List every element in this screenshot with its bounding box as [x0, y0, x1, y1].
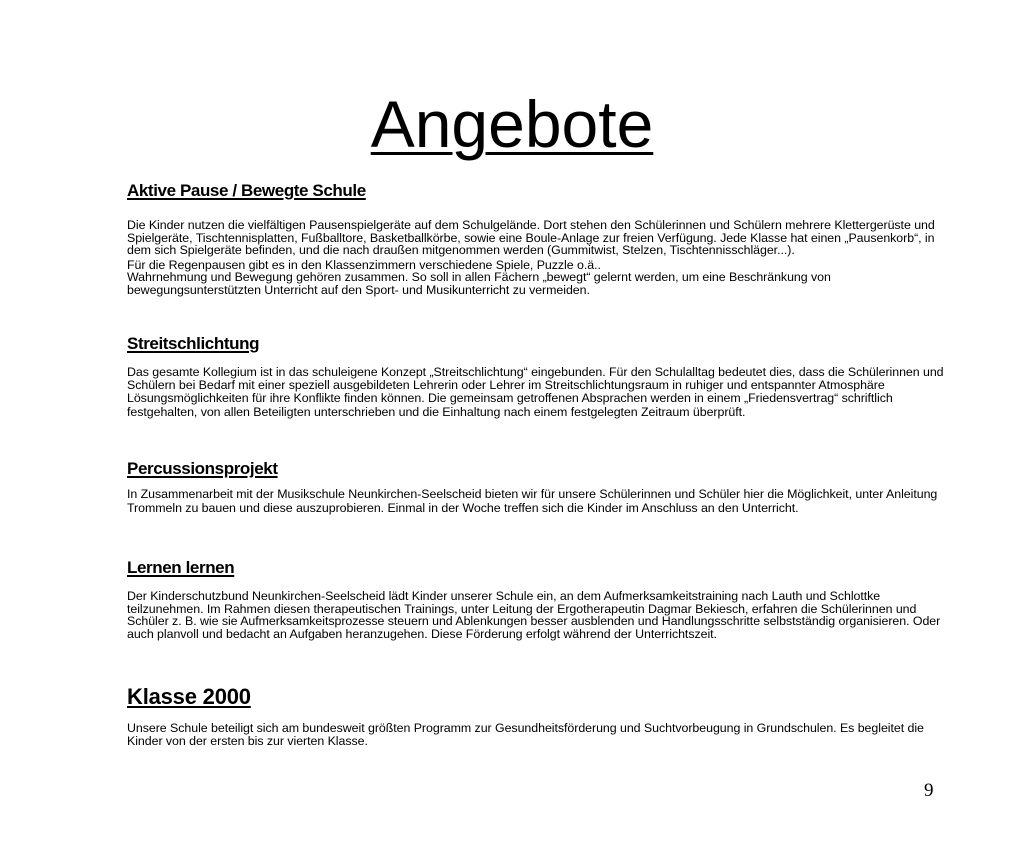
section-heading-klasse2000: Klasse 2000 [127, 684, 251, 709]
paragraph: Wahrnehmung und Bewegung gehören zusammen. So soll in allen Fächern „bewegt“ gelernt werden, um eine Beschränkung von bewegungsunterstützten Unterricht auf den Sport- und Musikunterricht zu vermeiden. [127, 270, 831, 297]
section-body-klasse2000 [127, 722, 947, 749]
paragraph: In Zusammenarbeit mit der Musikschule Neunkirchen-Seelscheid bieten wir für unsere Schülerinnen und Schüler hier die Möglichkeit, unter Anleitung Trommeln zu bauen und diese auszuprobieren. Einmal in der Woche treffen sich die Kinder im Anschluss an den Unterricht. [127, 487, 938, 515]
page-title: Angebote [370, 87, 654, 161]
paragraph: Der Kinderschutzbund Neunkirchen-Seelscheid lädt Kinder unserer Schule ein, an dem Aufmerksamkeitstraining nach Lauth und Schlottke teilzunehmen. Im Rahmen diesen therapeutischen Trainings, unter Leitung der Ergotherapeutin Dagmar Bekiesch, erfahren die Schülerinnen und Schüler z. B. wie sie Aufmerksamkeitsprozesse steuern und Ablenkungen besser ausblenden und Handlungsschritte selbstständig organisieren. Oder auch planvoll und bedacht an Aufgaben heranzugehen. Diese Förderung erfolgt während der Unterrichtszeit. [127, 589, 941, 641]
section-heading-lernen: Lernen lernen [127, 558, 235, 577]
section-body-lernen [127, 590, 947, 640]
paragraph: Das gesamte Kollegium ist in das schuleigene Konzept „Streitschlichtung“ eingebunden. Für den Schulalltag bedeutet dies, dass die Schülerinnen und Schülern bei Bedarf mit einer speziell ausgebildeten Lehrerin oder Lehrer im Streitschlichtungsraum in ruhiger und entspannter Atmosphäre Lösungsmöglichkeiten für ihre Konflikte finden können. Die gemeinsam getroffenen Absprachen werden in einem „Friedensvertrag“ schriftlich festgehalten, von allen Beteiligten unterschrieben und die Einhaltung nach einem festgelegten Zeitraum überprüft. [127, 365, 944, 419]
paragraph: Unsere Schule beteiligt sich am bundesweit größten Programm zur Gesundheitsförderung und Suchtvorbeugung in Grundschulen. Es begleitet die Kinder von der ersten bis zur vierten Klasse. [127, 721, 924, 749]
page-number: 9 [924, 780, 934, 801]
section-heading-aktive-pause: Aktive Pause / Bewegte Schule [127, 181, 366, 200]
section-body-percussion [127, 488, 947, 516]
section-heading-percussion: Percussionsprojekt [127, 459, 278, 478]
section-body-aktive-pause [127, 219, 947, 297]
section-body-streitschlichtung [127, 366, 947, 419]
paragraph: Für die Regenpausen gibt es in den Klassenzimmern verschiedene Spiele, Puzzle o.ä.. [127, 257, 601, 272]
paragraph: Die Kinder nutzen die vielfältigen Pausenspielgeräte auf dem Schulgelände. Dort stehen den Schülerinnen und Schülern mehrere Klettergerüste und Spielgeräte, Tischtennisplatten, Fußballtore, Basketballkörbe, sowie eine Boule-Anlage zur freien Verfügung. Jede Klasse hat einen „Pausenkorb“, in dem sich Spielgeräte befinden, und die nach draußen mitgenommen werden (Gummitwist, Stelzen, Tischtennisschläger...). [127, 218, 935, 258]
section-heading-streitschlichtung: Streitschlichtung [127, 334, 260, 353]
